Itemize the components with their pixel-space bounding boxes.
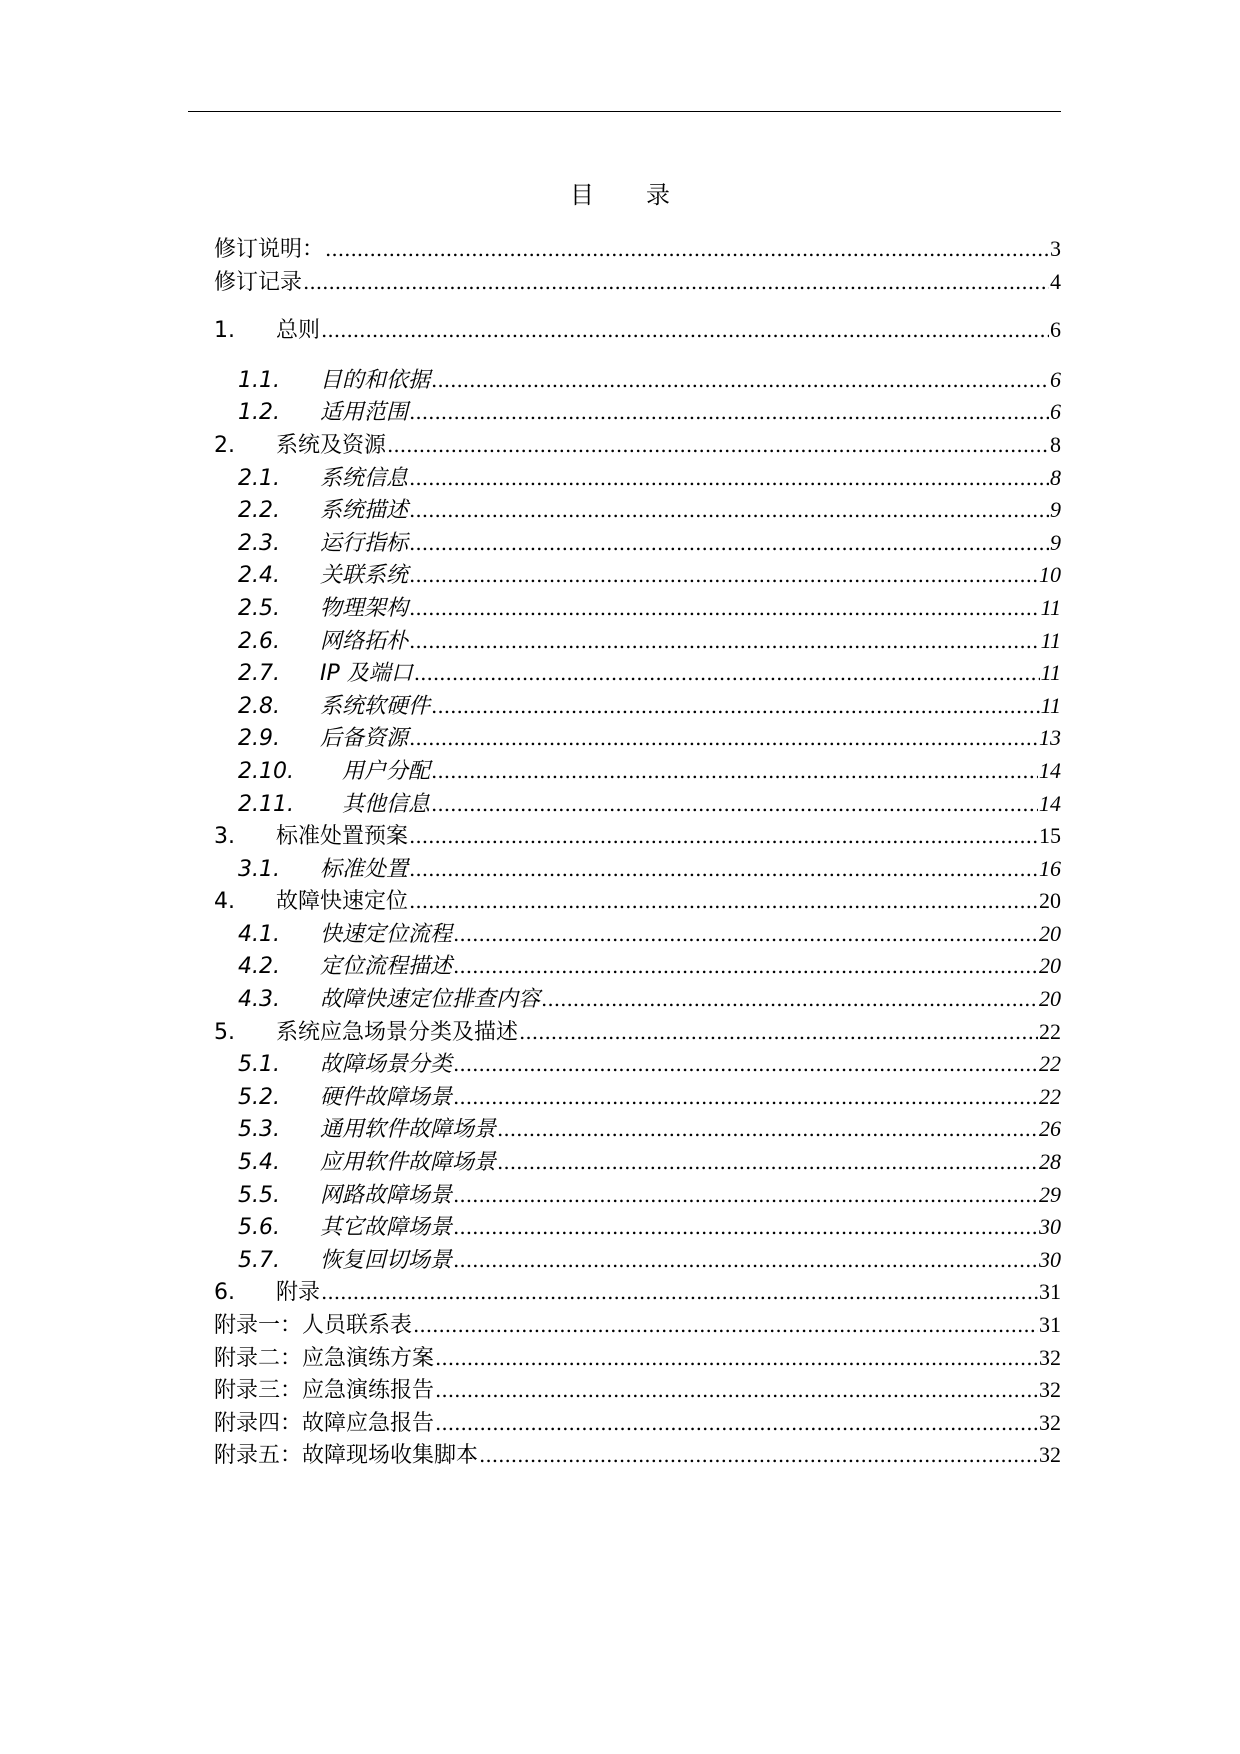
- toc-entry-label: 系统描述: [320, 498, 409, 524]
- toc-entry-page: 11: [1040, 627, 1061, 653]
- toc-entry-label: 关联系统: [320, 563, 409, 589]
- dot-leader: [321, 314, 1049, 347]
- toc-entry-page: 16: [1039, 855, 1061, 881]
- toc-entry-page: 22: [1039, 1018, 1061, 1044]
- toc-entry-section-2-2[interactable]: [214, 494, 1061, 527]
- toc-entry-label: 修订说明：: [214, 237, 325, 262]
- toc-entry-label: 附录五：故障现场收集脚本: [214, 1443, 479, 1469]
- dot-leader: [435, 1342, 1038, 1375]
- header-rule: [188, 111, 1061, 112]
- dot-leader: [479, 1439, 1038, 1472]
- toc-entry-revision-log[interactable]: [214, 266, 1061, 299]
- toc-entry-section-2-7[interactable]: [214, 657, 1061, 690]
- toc-entry-section-2-8[interactable]: [214, 690, 1061, 723]
- dot-leader: [409, 396, 1049, 429]
- toc-entry-number: 2.7.: [238, 661, 280, 687]
- toc-entry-section-5-1[interactable]: [214, 1048, 1061, 1081]
- toc-entry-number: 5.3.: [238, 1117, 280, 1143]
- toc-entry-number: 1.: [214, 318, 235, 344]
- toc-entry-section-2-9[interactable]: [214, 722, 1061, 755]
- toc-entry-label: 通用软件故障场景: [320, 1117, 497, 1143]
- dot-leader: [431, 690, 1040, 723]
- toc-entry-number: 3.1.: [238, 856, 280, 882]
- toc-entry-appendix-1[interactable]: [214, 1309, 1061, 1342]
- toc-entry-page: 22: [1039, 1051, 1061, 1077]
- dot-leader: [409, 494, 1049, 527]
- dot-leader: [409, 853, 1038, 886]
- toc-entry-page: 4: [1050, 268, 1061, 294]
- dot-leader: [409, 559, 1038, 592]
- dot-leader: [541, 983, 1038, 1016]
- toc-entry-section-3[interactable]: [214, 820, 1061, 853]
- toc-entry-number: 2.6.: [238, 628, 280, 654]
- toc-entry-label: 定位流程描述: [320, 954, 453, 980]
- toc-entry-label: 网络拓朴: [320, 628, 409, 654]
- toc-entry-label: 物理架构: [320, 595, 409, 621]
- toc-entry-label: 后备资源: [320, 726, 409, 752]
- toc-entry-number: 5.: [214, 1019, 235, 1045]
- toc-entry-label: IP 及端口: [320, 661, 413, 687]
- toc-entry-page: 22: [1039, 1083, 1061, 1109]
- toc-entry-number: 5.2.: [238, 1084, 280, 1110]
- toc-entry-label: 标准处置预案: [276, 824, 409, 850]
- toc-entry-section-4-1[interactable]: [214, 918, 1061, 951]
- toc-entry-label: 用户分配: [342, 758, 431, 784]
- dot-leader: [303, 266, 1049, 299]
- toc-entry-label: 故障场景分类: [320, 1052, 453, 1078]
- toc-entry-label: 总则: [276, 318, 321, 344]
- toc-entry-appendix-3[interactable]: [214, 1374, 1061, 1407]
- toc-entry-page: 30: [1039, 1246, 1061, 1272]
- toc-entry-number: 5.6.: [238, 1215, 280, 1241]
- toc-entry-page: 32: [1039, 1442, 1061, 1468]
- toc-entry-number: 2.2.: [238, 498, 280, 524]
- toc-entry-section-4-2[interactable]: [214, 950, 1061, 983]
- toc-entry-section-2-3[interactable]: [214, 527, 1061, 560]
- toc-entry-label: 网路故障场景: [320, 1182, 453, 1208]
- toc-entry-page: 28: [1039, 1149, 1061, 1175]
- toc-title-right: 录: [646, 181, 670, 209]
- toc-entry-page: 20: [1039, 920, 1061, 946]
- dot-leader: [453, 1048, 1038, 1081]
- toc-entry-label: 系统软硬件: [320, 693, 431, 719]
- toc-entry-page: 32: [1039, 1344, 1061, 1370]
- toc-entry-page: 31: [1039, 1279, 1061, 1305]
- toc-entry-section-2-4[interactable]: [214, 559, 1061, 592]
- toc-entry-label: 系统及资源: [276, 432, 387, 458]
- toc-entry-section-2-6[interactable]: [214, 625, 1061, 658]
- toc-entry-section-2[interactable]: [214, 429, 1061, 462]
- toc-entry-section-5-3[interactable]: [214, 1113, 1061, 1146]
- toc-entry-appendix-5[interactable]: [214, 1439, 1061, 1472]
- dot-leader: [453, 1244, 1038, 1277]
- toc-entry-page: 15: [1039, 823, 1061, 849]
- dot-leader: [413, 1309, 1038, 1342]
- toc-title-left: 目: [570, 181, 594, 209]
- toc-entry-page: 20: [1039, 953, 1061, 979]
- toc-entry-page: 6: [1050, 399, 1061, 425]
- toc-entry-page: 3: [1050, 236, 1061, 261]
- toc-entry-label: 快速定位流程: [320, 921, 453, 947]
- toc-entry-page: 30: [1039, 1214, 1061, 1240]
- toc-entry-section-5-4[interactable]: [214, 1146, 1061, 1179]
- toc-entry-number: 2.9.: [238, 726, 280, 752]
- toc-entry-page: 11: [1040, 660, 1061, 686]
- dot-leader: [519, 1016, 1038, 1049]
- toc-entry-section-2-11[interactable]: [214, 788, 1061, 821]
- toc-entry-page: 8: [1050, 464, 1061, 490]
- toc-entry-label: 故障快速定位排查内容: [320, 987, 541, 1013]
- dot-leader: [321, 1276, 1038, 1309]
- toc-entry-section-1-2[interactable]: [214, 396, 1061, 429]
- toc-entry-number: 2.: [214, 432, 235, 458]
- toc-entry-page: 6: [1050, 366, 1061, 392]
- toc-entry-number: 5.1.: [238, 1052, 280, 1078]
- toc-entry-page: 11: [1040, 594, 1061, 620]
- toc-entry-number: 2.1.: [238, 465, 280, 491]
- toc-entry-label: 硬件故障场景: [320, 1084, 453, 1110]
- toc-entry-label: 附录三：应急演练报告: [214, 1378, 435, 1404]
- dot-leader: [497, 1146, 1038, 1179]
- toc-entry-number: 5.5.: [238, 1182, 280, 1208]
- dot-leader: [414, 657, 1040, 690]
- toc-entry-appendix-4[interactable]: [214, 1407, 1061, 1440]
- dot-leader: [387, 429, 1049, 462]
- toc-entry-section-3-1[interactable]: [214, 853, 1061, 886]
- toc-entry-section-5-6[interactable]: [214, 1211, 1061, 1244]
- dot-leader: [497, 1113, 1038, 1146]
- toc-entry-section-4[interactable]: [214, 885, 1061, 918]
- toc-entry-label: 附录四：故障应急报告: [214, 1410, 435, 1436]
- toc-entry-page: 20: [1039, 888, 1061, 914]
- toc-entry-page: 32: [1039, 1377, 1061, 1403]
- toc-entry-section-1[interactable]: [214, 314, 1061, 347]
- dot-leader: [453, 1081, 1038, 1114]
- dot-leader: [431, 755, 1038, 788]
- toc-entry-number: 2.4.: [238, 563, 280, 589]
- toc-entry-appendix-2[interactable]: [214, 1342, 1061, 1375]
- toc-entry-label: 应用软件故障场景: [320, 1150, 497, 1176]
- toc-entry-label: 修订记录: [214, 269, 303, 295]
- dot-leader: [409, 885, 1038, 918]
- toc-entry-number: 1.1.: [238, 367, 280, 393]
- toc-entry-section-2-5[interactable]: [214, 592, 1061, 625]
- dot-leader: [453, 1211, 1038, 1244]
- dot-leader: [435, 1374, 1038, 1407]
- dot-leader: [409, 462, 1049, 495]
- toc-entry-label: 标准处置: [320, 856, 409, 882]
- toc-entry-label: 附录: [276, 1280, 321, 1306]
- toc-entry-label: 附录二：应急演练方案: [214, 1345, 435, 1371]
- toc-entry-page: 26: [1039, 1116, 1061, 1142]
- toc-entry-label: 其它故障场景: [320, 1215, 453, 1241]
- toc-entry-number: 2.5.: [238, 595, 280, 621]
- toc-entry-section-6[interactable]: [214, 1276, 1061, 1309]
- toc-entry-label: 系统应急场景分类及描述: [276, 1019, 519, 1045]
- dot-leader: [325, 233, 1049, 266]
- toc-entry-revision-notes[interactable]: [214, 233, 1061, 266]
- toc-entry-page: 20: [1039, 986, 1061, 1012]
- toc-entry-label: 运行指标: [320, 530, 409, 556]
- toc-entry-section-2-1[interactable]: [214, 462, 1061, 495]
- toc-entry-page: 9: [1050, 529, 1061, 555]
- toc-entry-number: 2.11.: [238, 791, 294, 817]
- toc-entry-page: 29: [1039, 1181, 1061, 1207]
- toc-entry-number: 4.1.: [238, 921, 280, 947]
- dot-leader: [409, 820, 1038, 853]
- dot-leader: [431, 364, 1049, 397]
- toc-entry-number: 5.7.: [238, 1247, 280, 1273]
- toc-entry-section-5-2[interactable]: [214, 1081, 1061, 1114]
- dot-leader: [409, 625, 1040, 658]
- toc-entry-number: 5.4.: [238, 1150, 280, 1176]
- toc-entry-section-2-10[interactable]: [214, 755, 1061, 788]
- table-of-contents: [214, 233, 1061, 1472]
- toc-entry-page: 31: [1039, 1312, 1061, 1337]
- toc-entry-page: 14: [1039, 790, 1061, 816]
- toc-entry-number: 6.: [214, 1280, 235, 1306]
- toc-entry-page: 32: [1039, 1409, 1061, 1435]
- dot-leader: [453, 918, 1038, 951]
- toc-entry-number: 4.2.: [238, 954, 280, 980]
- toc-entry-page: 13: [1039, 725, 1061, 751]
- toc-entry-label: 其他信息: [342, 791, 431, 817]
- toc-entry-number: 1.2.: [238, 400, 280, 426]
- toc-entry-page: 9: [1050, 497, 1061, 523]
- dot-leader: [431, 788, 1038, 821]
- toc-entry-page: 14: [1039, 757, 1061, 783]
- toc-entry-section-4-3[interactable]: [214, 983, 1061, 1016]
- dot-leader: [453, 1179, 1038, 1212]
- toc-entry-number: 2.3.: [238, 530, 280, 556]
- toc-entry-number: 4.3.: [238, 987, 280, 1013]
- toc-entry-section-1-1[interactable]: [214, 364, 1061, 397]
- toc-entry-page: 8: [1050, 431, 1061, 457]
- toc-entry-section-5-7[interactable]: [214, 1244, 1061, 1277]
- toc-title: [0, 178, 1240, 212]
- toc-entry-number: 3.: [214, 824, 235, 850]
- toc-entry-label: 目的和依据: [320, 367, 431, 393]
- toc-entry-section-5-5[interactable]: [214, 1179, 1061, 1212]
- toc-entry-number: 4.: [214, 889, 235, 915]
- dot-leader: [409, 722, 1038, 755]
- dot-leader: [409, 527, 1049, 560]
- toc-entry-number: 2.10.: [238, 758, 294, 784]
- toc-entry-label: 附录一：人员联系表: [214, 1313, 413, 1338]
- toc-entry-page: 10: [1039, 562, 1061, 588]
- dot-leader: [409, 592, 1040, 625]
- toc-entry-label: 适用范围: [320, 400, 409, 426]
- toc-entry-page: 6: [1050, 317, 1061, 343]
- dot-leader: [453, 950, 1038, 983]
- dot-leader: [435, 1407, 1038, 1440]
- toc-entry-label: 系统信息: [320, 465, 409, 491]
- toc-entry-section-5[interactable]: [214, 1016, 1061, 1049]
- toc-entry-label: 故障快速定位: [276, 889, 409, 915]
- toc-entry-label: 恢复回切场景: [320, 1247, 453, 1273]
- toc-entry-page: 11: [1040, 692, 1061, 718]
- toc-entry-number: 2.8.: [238, 693, 280, 719]
